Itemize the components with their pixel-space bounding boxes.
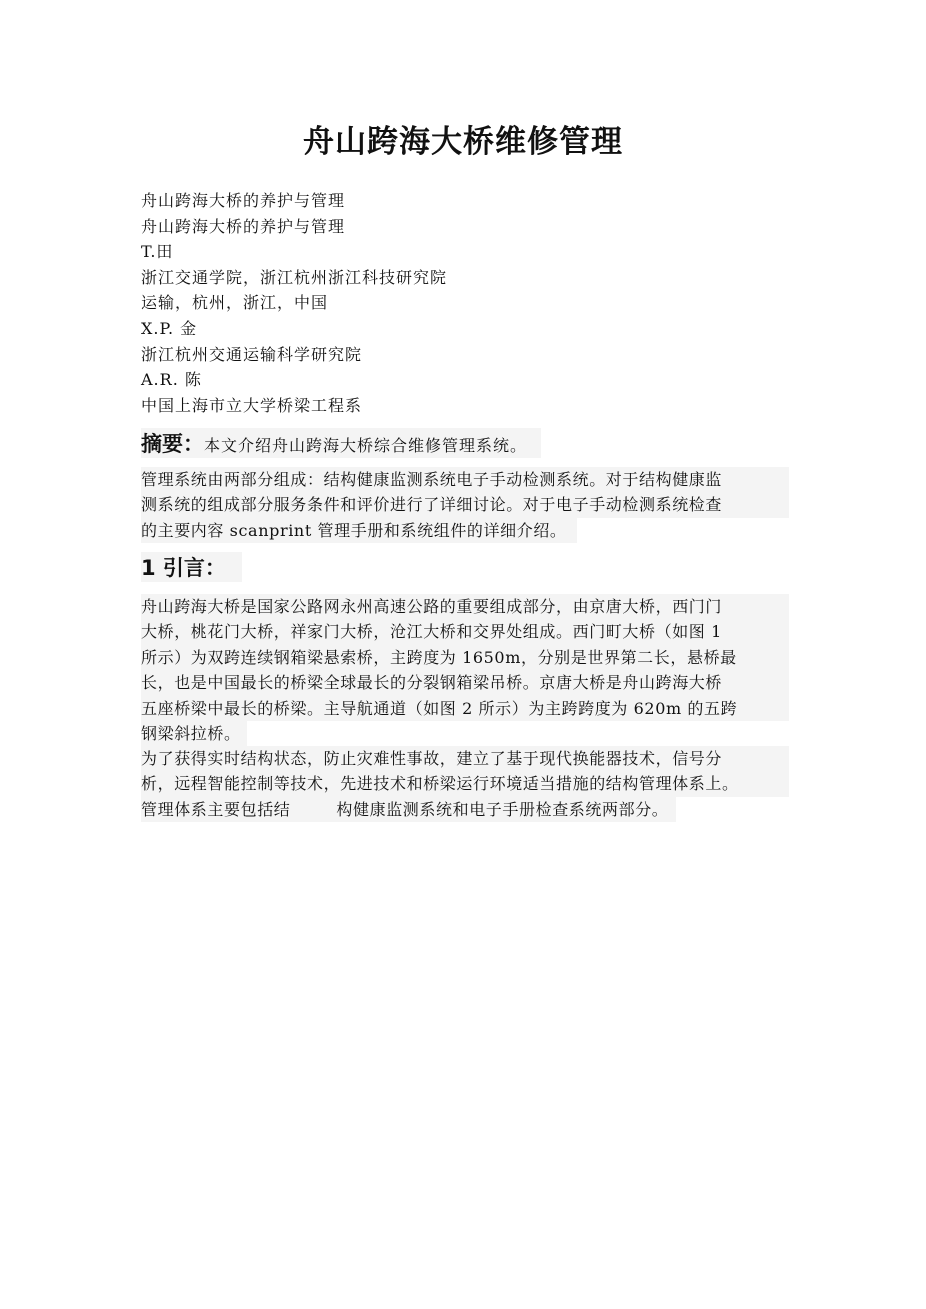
paragraph-line: 大桥，桃花门大桥，祥家门大桥，沧江大桥和交界处组成。西门町大桥（如图 1 — [141, 619, 789, 644]
abstract — [141, 428, 541, 458]
paragraph-line: 五座桥梁中最长的桥梁。主导航通道（如图 2 所示）为主跨跨度为 620m 的五跨 — [141, 696, 789, 721]
paragraph-line: 测系统的组成部分服务条件和评价进行了详细讨论。对于电子手动检测系统检查 — [141, 492, 789, 517]
document-title: 舟山跨海大桥维修管理 — [303, 124, 623, 160]
summary-paragraph — [141, 467, 789, 543]
paragraph-line: 舟山跨海大桥是国家公路网永州高速公路的重要组成部分，由京唐大桥，西门门 — [141, 594, 789, 619]
paragraph-line: 管理系统由两部分组成：结构健康监测系统电子手动检测系统。对于结构健康监 — [141, 467, 789, 492]
section-heading: 1 引言： — [141, 552, 242, 582]
subtitle-line: 舟山跨海大桥的养护与管理 — [141, 191, 346, 210]
paragraph-line: 为了获得实时结构状态，防止灾难性事故，建立了基于现代换能器技术，信号分 — [141, 746, 789, 771]
abstract-text: 本文介绍舟山跨海大桥综合维修管理系统。 — [204, 436, 528, 455]
intro-paragraph — [141, 594, 789, 746]
intro-paragraph — [141, 746, 789, 822]
abstract-label: 摘要： — [141, 432, 204, 456]
author-affiliation: 运输，杭州，浙江，中国 — [141, 293, 329, 313]
paragraph-line: 的主要内容 scanprint 管理手册和系统组件的详细介绍。 — [141, 518, 577, 543]
author-metadata — [141, 188, 447, 418]
paragraph-line: 长，也是中国最长的桥梁全球最长的分裂钢箱梁吊桥。京唐大桥是舟山跨海大桥 — [141, 670, 789, 695]
paragraph-fragment: 构健康监测系统和电子手册检查系统两部分。 — [336, 799, 669, 819]
paragraph-line: 析，远程智能控制等技术，先进技术和桥梁运行环境适当措施的结构管理体系上。 — [141, 771, 789, 796]
author-affiliation: 浙江交通学院，浙江杭州浙江科技研究院 — [141, 267, 448, 287]
author-name: X.P. 金 — [141, 318, 198, 338]
author-name: A.R. 陈 — [141, 370, 202, 390]
paragraph-line — [141, 797, 676, 822]
author-affiliation: 中国上海市立大学桥梁工程系 — [141, 395, 363, 415]
author-name: T.田 — [141, 242, 174, 262]
paragraph-line: 钢梁斜拉桥。 — [141, 721, 247, 746]
subtitle-line: 舟山跨海大桥的养护与管理 — [141, 216, 346, 236]
author-affiliation: 浙江杭州交通运输科学研究院 — [141, 344, 363, 364]
paragraph-line: 所示）为双跨连续钢箱梁悬索桥，主跨度为 1650m，分别是世界第二长，悬桥最 — [141, 645, 789, 670]
paragraph-fragment: 管理体系主要包括结 — [141, 799, 291, 819]
